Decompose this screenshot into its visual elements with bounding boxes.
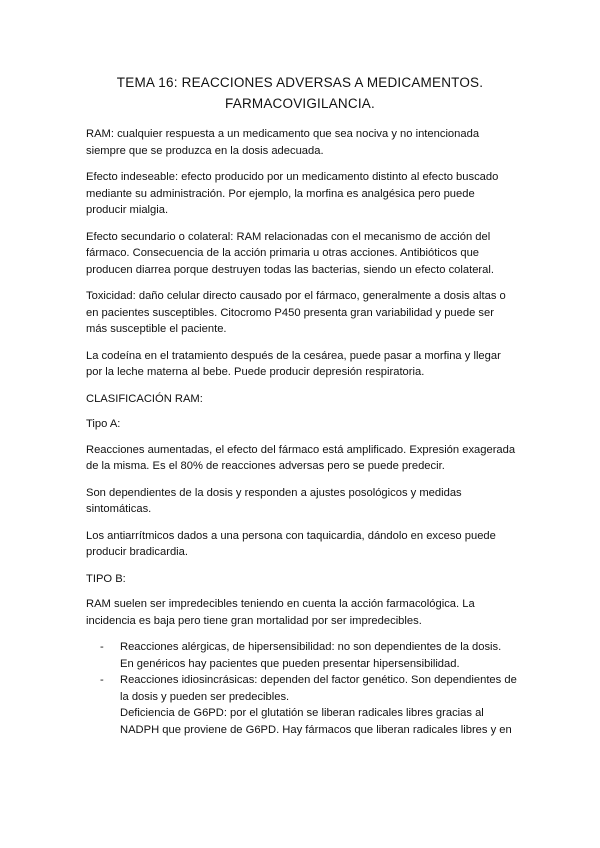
paragraph-toxicidad: Toxicidad: daño celular directo causado por el fármaco, generalmente a dosis altas o en pacientes susceptibles. Citocromo P450 presenta gran variabilidad y puede ser más susceptible el paciente. xyxy=(86,290,506,335)
paragraph-efecto-secundario: Efecto secundario o colateral: RAM relacionadas con el mecanismo de acción del fármaco. Consecuencia de la acción primaria u otras acciones. Antibióticos que producen diarrea porque destruyen todas las bacterias, siendo un efecto colateral. xyxy=(86,230,494,276)
list-item xyxy=(86,672,518,738)
section-heading-tipo-a: Tipo A: xyxy=(86,418,121,430)
paragraph-impredecibles: RAM suelen ser impredecibles teniendo en cuenta la acción farmacológica. La incidencia es baja pero tiene gran mortalidad por ser impredecibles. xyxy=(86,598,475,627)
paragraph-antiarritmicos: Los antiarrítmicos dados a una persona con taquicardia, dándolo en exceso puede producir bradicardia. xyxy=(86,529,496,558)
document-title-line-2: FARMACOVIGILANCIA. xyxy=(225,96,375,111)
list-item-extra-text: Deficiencia de G6PD: por el glutatión se liberan radicales libres gracias al NADPH que proviene de G6PD. Hay fármacos que liberan radicales libres y en xyxy=(120,707,512,736)
paragraph-ram-definition: RAM: cualquier respuesta a un medicamento que sea nociva y no intencionada siempre que se produzca en la dosis adecuada. xyxy=(86,128,480,157)
dash-bullet: - xyxy=(100,674,104,686)
section-heading-tipo-b: TIPO B: xyxy=(86,572,126,585)
dash-bullet: - xyxy=(100,641,104,653)
list-item-text: Reacciones alérgicas, de hipersensibilidad: no son dependientes de la dosis. En genéricos hay pacientes que pueden presentar hipersensibilidad. xyxy=(120,641,502,670)
paragraph-codeina: La codeína en el tratamiento después de la cesárea, puede pasar a morfina y llegar por la leche materna al bebe. Puede producir depresión respiratoria. xyxy=(86,349,501,378)
reactions-list xyxy=(86,639,518,738)
list-item xyxy=(86,639,518,672)
document-body xyxy=(86,126,518,738)
paragraph-efecto-indeseable: Efecto indeseable: efecto producido por un medicamento distinto al efecto buscado mediante su administración. Por ejemplo, la morfina es analgésica pero puede producir mialgia. xyxy=(86,171,499,216)
paragraph-reacciones-aumentadas: Reacciones aumentadas, el efecto del fármaco está amplificado. Expresión exagerada de la misma. Es el 80% de reacciones adversas pero se puede predecir. xyxy=(86,443,516,472)
paragraph-dependientes-dosis: Son dependientes de la dosis y responden a ajustes posológicos y medidas sintomáticas. xyxy=(86,486,462,515)
section-heading-clasificacion: CLASIFICACIÓN RAM: xyxy=(86,392,203,405)
document-title-line-1: TEMA 16: REACCIONES ADVERSAS A MEDICAMENTOS. xyxy=(116,75,484,90)
list-item-text: Reacciones idiosincrásicas: dependen del factor genético. Son dependientes de la dosis y pueden ser predecibles. xyxy=(120,674,517,703)
